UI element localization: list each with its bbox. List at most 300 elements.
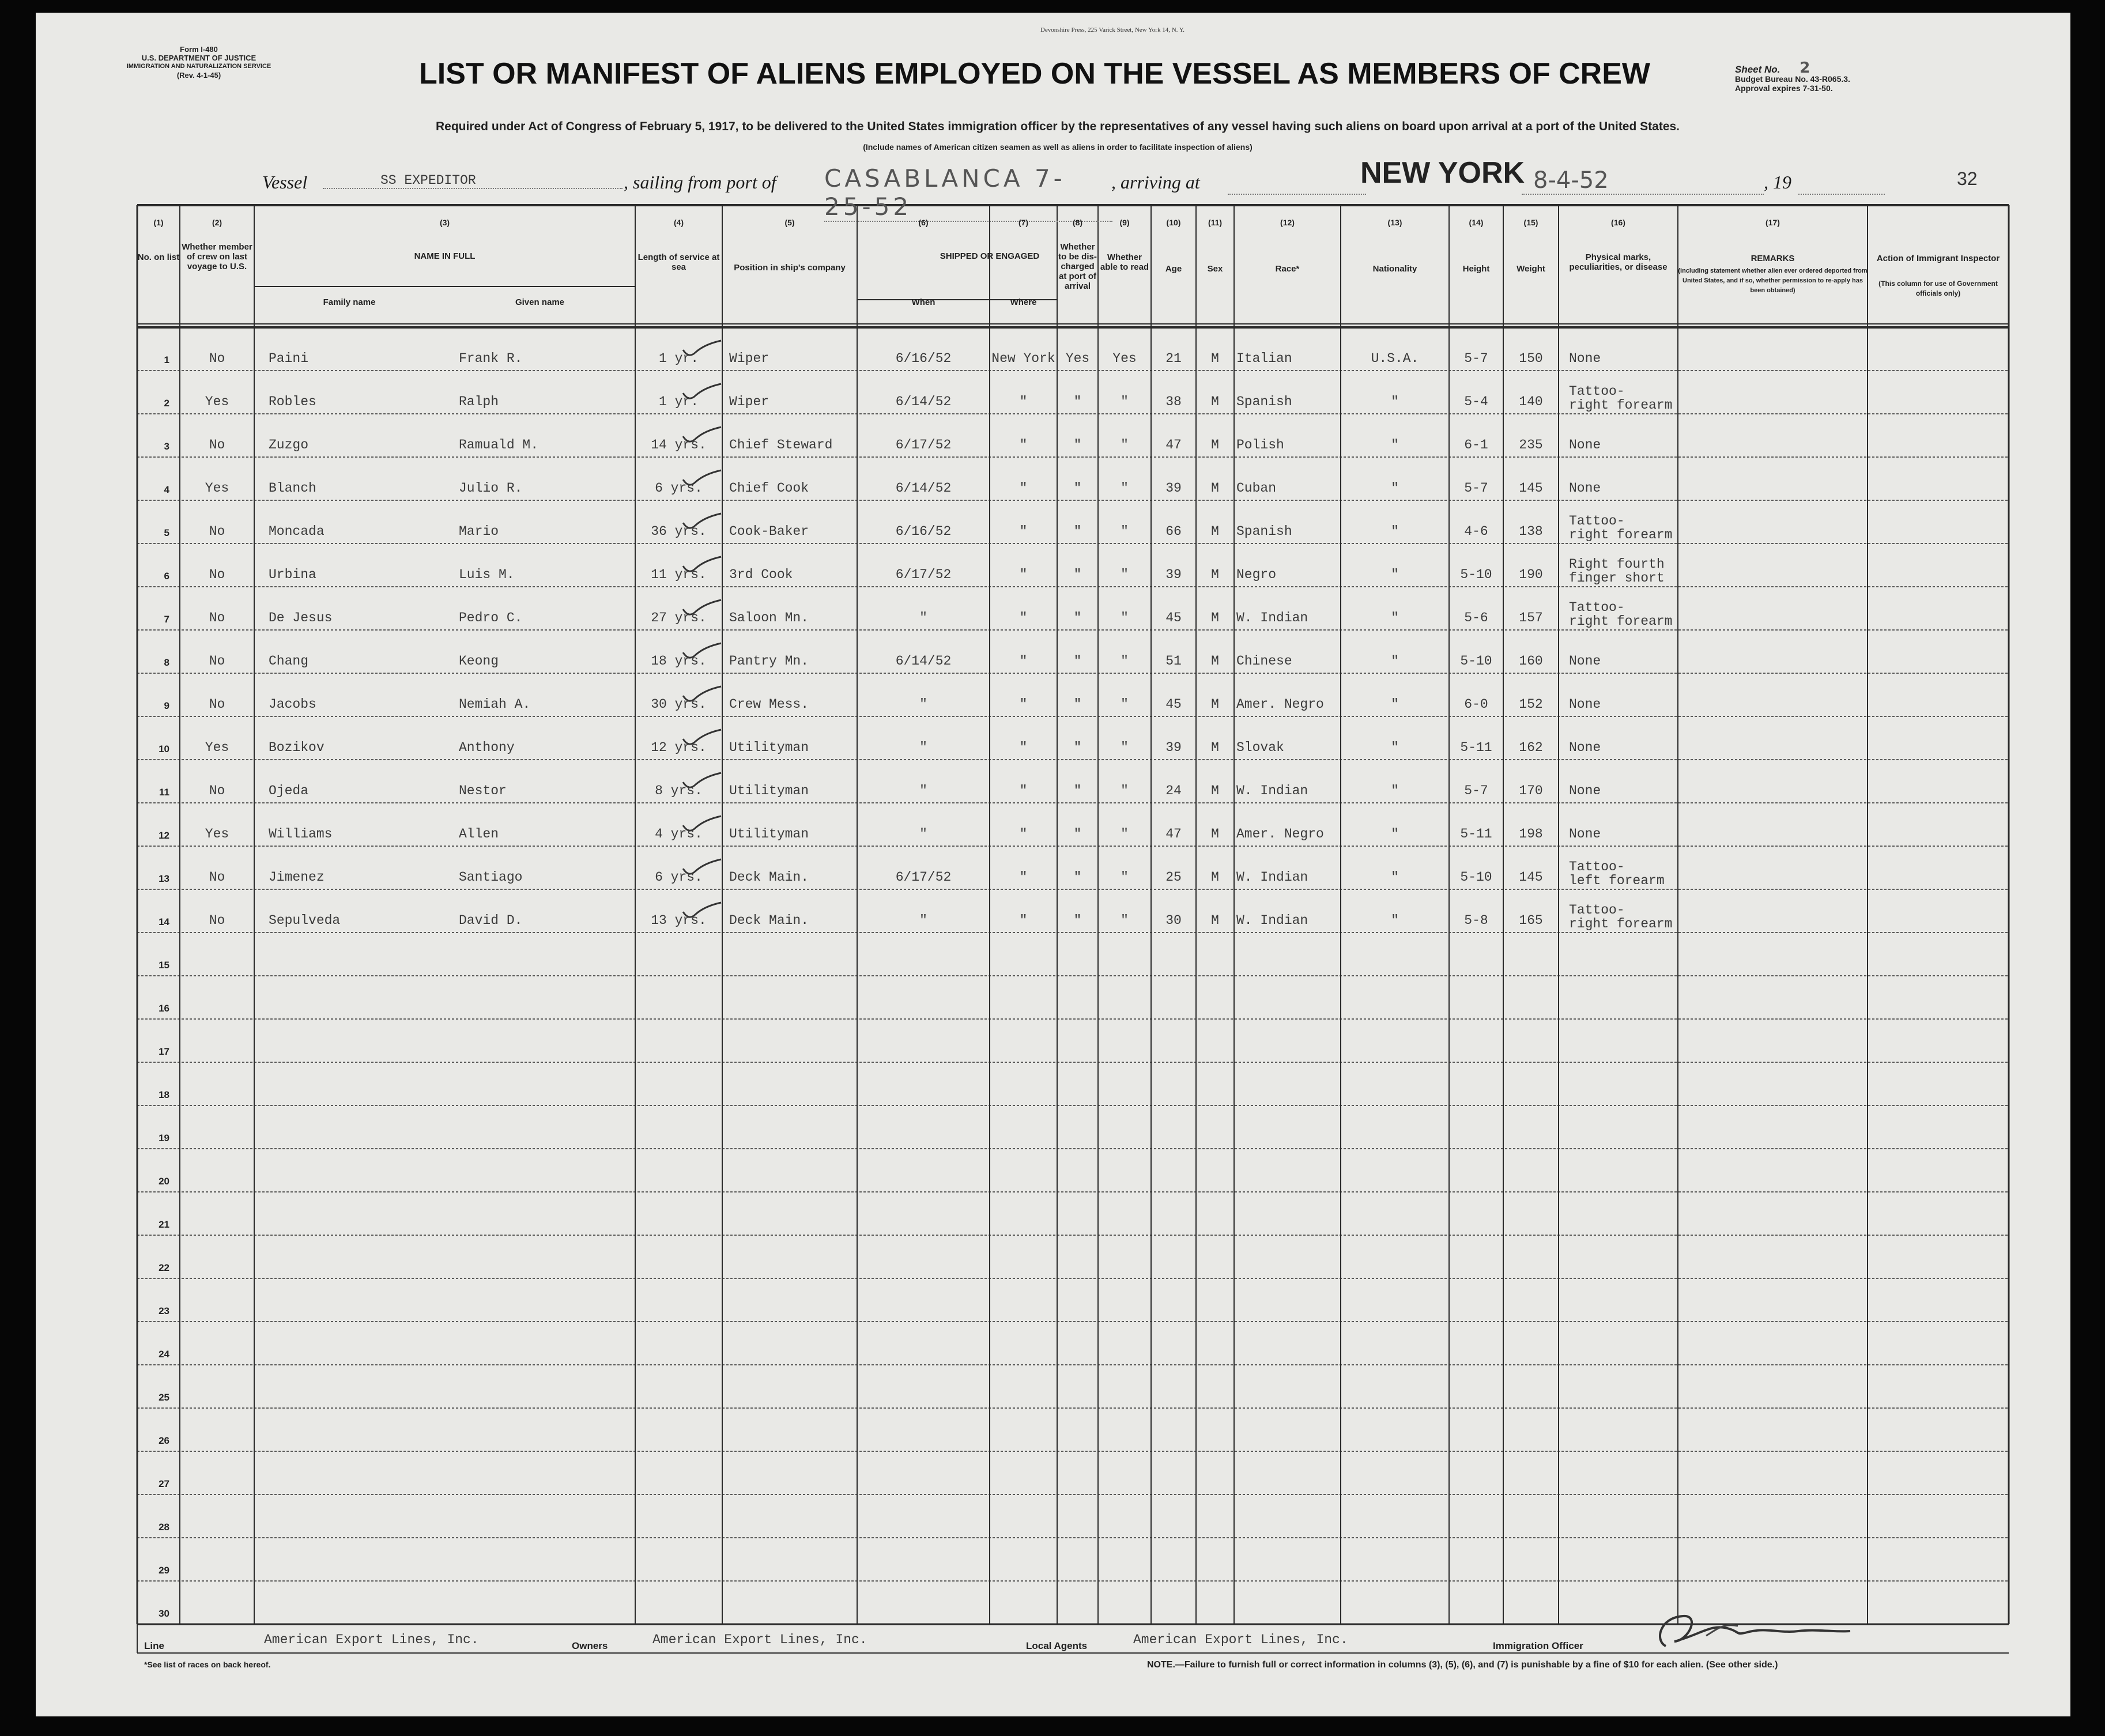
cell-weight: 145 xyxy=(1519,870,1543,885)
cell-sex: M xyxy=(1211,783,1219,798)
cell-weight: 160 xyxy=(1519,654,1543,669)
row-number: 20 xyxy=(159,1176,169,1187)
cell-height: 5-7 xyxy=(1464,481,1488,496)
cell-age: 66 xyxy=(1165,524,1182,539)
header-discharged: Whether to be dis-charged at port of arrival xyxy=(1058,242,1097,291)
line-value: American Export Lines, Inc. xyxy=(264,1632,479,1647)
cell-last-voyage: No xyxy=(209,913,225,928)
cell-age: 47 xyxy=(1165,827,1182,841)
column-number: (5) xyxy=(784,218,795,227)
row-number: 26 xyxy=(159,1435,169,1446)
cell-where: " xyxy=(1019,481,1028,496)
row-number: 14 xyxy=(159,916,169,927)
cell-physical-marks-line2: right forearm xyxy=(1569,527,1673,542)
cell-length-service: 1 yr. xyxy=(658,394,699,409)
arrival-port: NEW YORK xyxy=(1360,156,1525,190)
cell-where: " xyxy=(1019,870,1028,885)
cell-family-name: Jacobs xyxy=(269,697,316,712)
cell-able-to-read: " xyxy=(1121,697,1129,712)
cell-age: 25 xyxy=(1165,870,1182,885)
cell-family-name: Williams xyxy=(269,827,333,841)
cell-family-name: Zuzgo xyxy=(269,437,309,452)
cell-physical-marks: Right fourth xyxy=(1569,557,1665,572)
cell-length-service: 11 yrs. xyxy=(651,567,707,582)
cell-age: 38 xyxy=(1165,394,1182,409)
cell-family-name: Moncada xyxy=(269,524,325,539)
revision: (Rev. 4-1-45) xyxy=(176,71,221,80)
cell-physical-marks: Tattoo- xyxy=(1569,514,1625,529)
cell-height: 6-1 xyxy=(1464,437,1488,452)
cell-able-to-read: Yes xyxy=(1112,351,1137,366)
page-title: LIST OR MANIFEST OF ALIENS EMPLOYED ON THE VESSEL AS MEMBERS OF CREW xyxy=(419,57,1650,90)
cell-position: Cook-Baker xyxy=(729,524,809,539)
cell-race: Polish xyxy=(1236,437,1284,452)
vessel-label: Vessel xyxy=(262,172,308,193)
cell-discharged: " xyxy=(1073,524,1082,539)
cell-age: 39 xyxy=(1165,567,1182,582)
cell-able-to-read: " xyxy=(1121,654,1129,669)
header-inspector-detail: (This column for use of Government officials only) xyxy=(1878,280,1998,297)
cell-family-name: Robles xyxy=(269,394,316,409)
cell-sex: M xyxy=(1211,481,1219,496)
cell-able-to-read: " xyxy=(1121,740,1129,755)
column-number: (16) xyxy=(1611,218,1625,227)
column-number: (8) xyxy=(1072,218,1083,227)
column-number: (4) xyxy=(673,218,684,227)
cell-height: 5-4 xyxy=(1464,394,1488,409)
cell-race: W. Indian xyxy=(1236,913,1308,928)
header-race: Race* xyxy=(1275,264,1300,274)
cell-physical-marks-line2: left forearm xyxy=(1569,873,1665,888)
row-number: 8 xyxy=(164,657,169,668)
vessel-name: SS EXPEDITOR xyxy=(323,173,623,189)
cell-sex: M xyxy=(1211,654,1219,669)
officer-signature xyxy=(1643,1606,1862,1658)
cell-nationality: " xyxy=(1391,740,1399,755)
cell-length-service: 8 yrs. xyxy=(655,783,703,798)
printer-line: Devonshire Press, 225 Varick Street, New York 14, N. Y. xyxy=(1040,27,1185,33)
penalty-note: NOTE.—Failure to furnish full or correct information in columns (3), (5), (6), and (7) is punishable by a fine of $10 for each alien. (See other side.) xyxy=(1147,1660,1778,1670)
header-last-voyage: Whether member of crew on last voyage to U.S. xyxy=(182,242,252,271)
row-number: 2 xyxy=(164,398,169,409)
cell-given-name: Nemiah A. xyxy=(459,697,531,712)
column-number: (9) xyxy=(1119,218,1130,227)
cell-sex: M xyxy=(1211,697,1219,712)
cell-physical-marks: Tattoo- xyxy=(1569,384,1625,399)
cell-position: Deck Main. xyxy=(729,870,809,885)
column-number: (15) xyxy=(1523,218,1538,227)
column-number: (10) xyxy=(1166,218,1181,227)
cell-nationality: " xyxy=(1391,654,1399,669)
cell-nationality: " xyxy=(1391,783,1399,798)
header-position: Position in ship's company xyxy=(734,263,846,273)
budget-bureau: Budget Bureau No. 43-R065.3. xyxy=(1735,74,1850,84)
cell-length-service: 13 yrs. xyxy=(651,913,707,928)
cell-last-voyage: No xyxy=(209,351,225,366)
cell-position: Wiper xyxy=(729,394,769,409)
cell-height: 4-6 xyxy=(1464,524,1488,539)
cell-weight: 157 xyxy=(1519,610,1543,625)
subtitle-note: (Include names of American citizen seamen as well as aliens in order to facilitate inspection of aliens) xyxy=(863,142,1253,152)
row-number: 11 xyxy=(159,787,169,798)
cell-discharged: " xyxy=(1073,610,1082,625)
sailing-label: , sailing from port of xyxy=(624,172,776,193)
header-age: Age xyxy=(1165,264,1182,274)
year-label: , 19 xyxy=(1764,172,1791,193)
row-number: 30 xyxy=(159,1608,169,1619)
cell-able-to-read: " xyxy=(1121,783,1129,798)
cell-given-name: Luis M. xyxy=(459,567,515,582)
cell-race: Chinese xyxy=(1236,654,1292,669)
row-number: 4 xyxy=(164,484,169,495)
officer-label: Immigration Officer xyxy=(1493,1640,1583,1651)
row-number: 7 xyxy=(164,614,169,625)
service: IMMIGRATION AND NATURALIZATION SERVICE xyxy=(126,63,271,70)
header-height: Height xyxy=(1462,264,1490,274)
cell-able-to-read: " xyxy=(1121,481,1129,496)
cell-where: New York xyxy=(991,351,1055,366)
cell-age: 39 xyxy=(1165,740,1182,755)
header-when: When xyxy=(911,297,935,307)
header-physical-marks: Physical marks, peculiarities, or disease xyxy=(1569,252,1668,272)
cell-sex: M xyxy=(1211,567,1219,582)
cell-nationality: " xyxy=(1391,394,1399,409)
header-weight: Weight xyxy=(1516,264,1545,274)
cell-nationality: " xyxy=(1391,524,1399,539)
cell-race: Amer. Negro xyxy=(1236,827,1324,841)
cell-given-name: Keong xyxy=(459,654,499,669)
cell-physical-marks: None xyxy=(1569,740,1601,755)
line-label: Line xyxy=(144,1640,164,1651)
column-number: (2) xyxy=(212,218,222,227)
cell-physical-marks-line2: right forearm xyxy=(1569,916,1673,931)
cell-able-to-read: " xyxy=(1121,524,1129,539)
cell-weight: 170 xyxy=(1519,783,1543,798)
cell-race: W. Indian xyxy=(1236,610,1308,625)
cell-discharged: " xyxy=(1073,913,1082,928)
cell-able-to-read: " xyxy=(1121,913,1129,928)
cell-family-name: Paini xyxy=(269,351,309,366)
cell-physical-marks: None xyxy=(1569,697,1601,712)
cell-race: Spanish xyxy=(1236,394,1292,409)
header-length-service: Length of service at sea xyxy=(637,252,720,272)
header-nationality: Nationality xyxy=(1372,264,1417,274)
cell-height: 5-6 xyxy=(1464,610,1488,625)
cell-height: 5-10 xyxy=(1460,567,1492,582)
cell-race: Amer. Negro xyxy=(1236,697,1324,712)
cell-weight: 165 xyxy=(1519,913,1543,928)
form-identifier xyxy=(86,45,311,80)
cell-nationality: " xyxy=(1391,827,1399,841)
cell-physical-marks: Tattoo- xyxy=(1569,600,1625,615)
cell-when: 6/17/52 xyxy=(895,567,952,582)
cell-weight: 145 xyxy=(1519,481,1543,496)
agents-value: American Export Lines, Inc. xyxy=(1133,1632,1348,1647)
cell-length-service: 6 yrs. xyxy=(655,481,703,496)
column-number: (17) xyxy=(1766,218,1780,227)
cell-nationality: " xyxy=(1391,913,1399,928)
subtitle: Required under Act of Congress of February 5, 1917, to be delivered to the United States immigration officer by the representatives of any vessel having such aliens on board upon arrival at a port of the United States. xyxy=(435,120,1680,133)
cell-physical-marks-line2: right forearm xyxy=(1569,398,1673,413)
row-number: 25 xyxy=(159,1392,169,1403)
cell-family-name: Sepulveda xyxy=(269,913,341,928)
cell-family-name: Bozikov xyxy=(269,740,325,755)
cell-able-to-read: " xyxy=(1121,437,1129,452)
cell-age: 45 xyxy=(1165,610,1182,625)
cell-position: Utilityman xyxy=(729,827,809,841)
cell-physical-marks: None xyxy=(1569,783,1601,798)
cell-age: 21 xyxy=(1165,351,1182,366)
cell-physical-marks: None xyxy=(1569,351,1601,366)
sheet-label: Sheet No. xyxy=(1735,64,1780,75)
cell-nationality: " xyxy=(1391,567,1399,582)
cell-where: " xyxy=(1019,610,1028,625)
arriving-leader xyxy=(1228,186,1366,195)
cell-when: " xyxy=(919,827,927,841)
cell-when: " xyxy=(919,740,927,755)
cell-when: " xyxy=(919,913,927,928)
cell-discharged: " xyxy=(1073,567,1082,582)
cell-where: " xyxy=(1019,697,1028,712)
cell-weight: 138 xyxy=(1519,524,1543,539)
cell-discharged: " xyxy=(1073,740,1082,755)
cell-length-service: 36 yrs. xyxy=(651,524,707,539)
header-where: Where xyxy=(1010,297,1037,307)
races-note: *See list of races on back hereof. xyxy=(144,1660,271,1669)
cell-position: Chief Cook xyxy=(729,481,809,496)
cell-weight: 140 xyxy=(1519,394,1543,409)
row-number: 3 xyxy=(164,441,169,452)
cell-last-voyage: No xyxy=(209,870,225,885)
column-number: (11) xyxy=(1208,218,1223,227)
cell-where: " xyxy=(1019,827,1028,841)
row-number: 1 xyxy=(164,354,169,365)
arrival-date: 8-4-52 xyxy=(1522,167,1764,195)
sheet-number: 2 xyxy=(1800,59,1810,77)
cell-length-service: 6 yrs. xyxy=(655,870,703,885)
row-number: 22 xyxy=(159,1262,169,1273)
cell-nationality: " xyxy=(1391,481,1399,496)
header-list-number: No. on list xyxy=(137,252,180,262)
cell-sex: M xyxy=(1211,740,1219,755)
agents-label: Local Agents xyxy=(1026,1640,1088,1651)
cell-discharged: " xyxy=(1073,394,1082,409)
column-number: (13) xyxy=(1387,218,1402,227)
cell-given-name: David D. xyxy=(459,913,523,928)
cell-position: Pantry Mn. xyxy=(729,654,809,669)
cell-position: Deck Main. xyxy=(729,913,809,928)
departure-port: CASABLANCA 7-25-52 xyxy=(824,164,1112,222)
cell-last-voyage: Yes xyxy=(205,394,229,409)
cell-when: 6/17/52 xyxy=(895,437,952,452)
year-field xyxy=(1798,186,1885,195)
cell-age: 30 xyxy=(1165,913,1182,928)
cell-race: Italian xyxy=(1236,351,1292,366)
cell-physical-marks: None xyxy=(1569,654,1601,669)
cell-race: Cuban xyxy=(1236,481,1277,496)
cell-given-name: Allen xyxy=(459,827,499,841)
cell-discharged: " xyxy=(1073,870,1082,885)
cell-where: " xyxy=(1019,394,1028,409)
row-number: 21 xyxy=(159,1219,169,1230)
row-number: 15 xyxy=(159,960,169,971)
row-number: 29 xyxy=(159,1565,169,1576)
cell-family-name: Chang xyxy=(269,654,309,669)
cell-where: " xyxy=(1019,783,1028,798)
column-number: (14) xyxy=(1469,218,1484,227)
cell-race: Spanish xyxy=(1236,524,1292,539)
cell-when: " xyxy=(919,783,927,798)
cell-age: 45 xyxy=(1165,697,1182,712)
cell-height: 5-7 xyxy=(1464,351,1488,366)
cell-position: 3rd Cook xyxy=(729,567,793,582)
row-number: 13 xyxy=(159,873,169,884)
cell-discharged: " xyxy=(1073,437,1082,452)
cell-family-name: Ojeda xyxy=(269,783,309,798)
header-given-name: Given name xyxy=(515,297,565,307)
header-name-in-full: NAME IN FULL xyxy=(414,251,476,261)
row-number: 27 xyxy=(159,1478,169,1489)
cell-length-service: 12 yrs. xyxy=(651,740,707,755)
cell-last-voyage: No xyxy=(209,783,225,798)
cell-where: " xyxy=(1019,524,1028,539)
department: U.S. DEPARTMENT OF JUSTICE xyxy=(141,54,256,62)
cell-discharged: " xyxy=(1073,827,1082,841)
cell-last-voyage: No xyxy=(209,437,225,452)
cell-position: Saloon Mn. xyxy=(729,610,809,625)
cell-when: " xyxy=(919,610,927,625)
cell-race: W. Indian xyxy=(1236,783,1308,798)
row-number: 9 xyxy=(164,700,169,711)
cell-length-service: 18 yrs. xyxy=(651,654,707,669)
row-number: 6 xyxy=(164,571,169,582)
column-number: (1) xyxy=(153,218,164,227)
cell-able-to-read: " xyxy=(1121,870,1129,885)
cell-family-name: Blanch xyxy=(269,481,316,496)
cell-position: Chief Steward xyxy=(729,437,833,452)
cell-height: 5-10 xyxy=(1460,870,1492,885)
cell-given-name: Ramuald M. xyxy=(459,437,539,452)
cell-last-voyage: No xyxy=(209,567,225,582)
header-remarks-detail: (Including statement whether alien ever ordered deported from United States, and if so, whether permission to re-apply has been obtained) xyxy=(1678,267,1868,294)
cell-when: 6/16/52 xyxy=(895,351,952,366)
sheet-info xyxy=(1735,59,2000,93)
cell-able-to-read: " xyxy=(1121,394,1129,409)
cell-physical-marks: None xyxy=(1569,827,1601,841)
cell-weight: 162 xyxy=(1519,740,1543,755)
row-number: 19 xyxy=(159,1133,169,1144)
cell-length-service: 27 yrs. xyxy=(651,610,707,625)
header-remarks: REMARKS xyxy=(1751,254,1795,263)
cell-nationality: " xyxy=(1391,437,1399,452)
cell-where: " xyxy=(1019,567,1028,582)
cell-sex: M xyxy=(1211,610,1219,625)
arriving-label: , arriving at xyxy=(1111,172,1200,193)
cell-sex: M xyxy=(1211,437,1219,452)
cell-position: Wiper xyxy=(729,351,769,366)
column-number: (6) xyxy=(918,218,929,227)
cell-family-name: De Jesus xyxy=(269,610,333,625)
approval-expires: Approval expires 7-31-50. xyxy=(1735,84,1833,93)
row-number: 10 xyxy=(159,744,169,754)
cell-length-service: 4 yrs. xyxy=(655,827,703,841)
cell-height: 5-10 xyxy=(1460,654,1492,669)
cell-race: Negro xyxy=(1236,567,1277,582)
cell-last-voyage: Yes xyxy=(205,740,229,755)
cell-last-voyage: Yes xyxy=(205,481,229,496)
cell-height: 6-0 xyxy=(1464,697,1488,712)
cell-last-voyage: No xyxy=(209,697,225,712)
cell-discharged: " xyxy=(1073,697,1082,712)
cell-when: " xyxy=(919,697,927,712)
cell-where: " xyxy=(1019,913,1028,928)
column-number: (3) xyxy=(439,218,450,227)
row-number: 16 xyxy=(159,1003,169,1014)
cell-when: 6/16/52 xyxy=(895,524,952,539)
cell-sex: M xyxy=(1211,394,1219,409)
cell-last-voyage: No xyxy=(209,524,225,539)
cell-age: 39 xyxy=(1165,481,1182,496)
row-number: 12 xyxy=(159,830,169,841)
cell-length-service: 14 yrs. xyxy=(651,437,707,452)
cell-sex: M xyxy=(1211,351,1219,366)
cell-last-voyage: Yes xyxy=(205,827,229,841)
cell-height: 5-11 xyxy=(1460,740,1492,755)
cell-length-service: 1 yr. xyxy=(658,351,699,366)
row-number: 18 xyxy=(159,1089,169,1100)
row-number: 17 xyxy=(159,1046,169,1057)
cell-physical-marks: Tattoo- xyxy=(1569,903,1625,918)
page-number: 32 xyxy=(1957,168,1978,189)
cell-discharged: " xyxy=(1073,654,1082,669)
cell-race: Slovak xyxy=(1236,740,1284,755)
cell-when: 6/14/52 xyxy=(895,481,952,496)
cell-family-name: Jimenez xyxy=(269,870,325,885)
cell-physical-marks: Tattoo- xyxy=(1569,859,1625,874)
cell-nationality: " xyxy=(1391,697,1399,712)
cell-given-name: Nestor xyxy=(459,783,507,798)
cell-nationality: " xyxy=(1391,870,1399,885)
cell-last-voyage: No xyxy=(209,654,225,669)
cell-position: Crew Mess. xyxy=(729,697,809,712)
cell-position: Utilityman xyxy=(729,783,809,798)
cell-nationality: " xyxy=(1391,610,1399,625)
cell-sex: M xyxy=(1211,913,1219,928)
column-number: (12) xyxy=(1280,218,1295,227)
cell-race: W. Indian xyxy=(1236,870,1308,885)
cell-family-name: Urbina xyxy=(269,567,316,582)
cell-weight: 190 xyxy=(1519,567,1543,582)
cell-able-to-read: " xyxy=(1121,827,1129,841)
cell-nationality: U.S.A. xyxy=(1371,351,1419,366)
cell-given-name: Julio R. xyxy=(459,481,523,496)
cell-weight: 235 xyxy=(1519,437,1543,452)
column-number: (7) xyxy=(1018,218,1029,227)
cell-discharged: " xyxy=(1073,481,1082,496)
cell-given-name: Santiago xyxy=(459,870,523,885)
cell-able-to-read: " xyxy=(1121,610,1129,625)
cell-where: " xyxy=(1019,654,1028,669)
header-family-name: Family name xyxy=(323,297,376,307)
cell-physical-marks: None xyxy=(1569,437,1601,452)
owners-value: American Export Lines, Inc. xyxy=(652,1632,867,1647)
row-number: 28 xyxy=(159,1522,169,1533)
cell-height: 5-7 xyxy=(1464,783,1488,798)
cell-last-voyage: No xyxy=(209,610,225,625)
cell-weight: 150 xyxy=(1519,351,1543,366)
cell-where: " xyxy=(1019,437,1028,452)
cell-given-name: Pedro C. xyxy=(459,610,523,625)
